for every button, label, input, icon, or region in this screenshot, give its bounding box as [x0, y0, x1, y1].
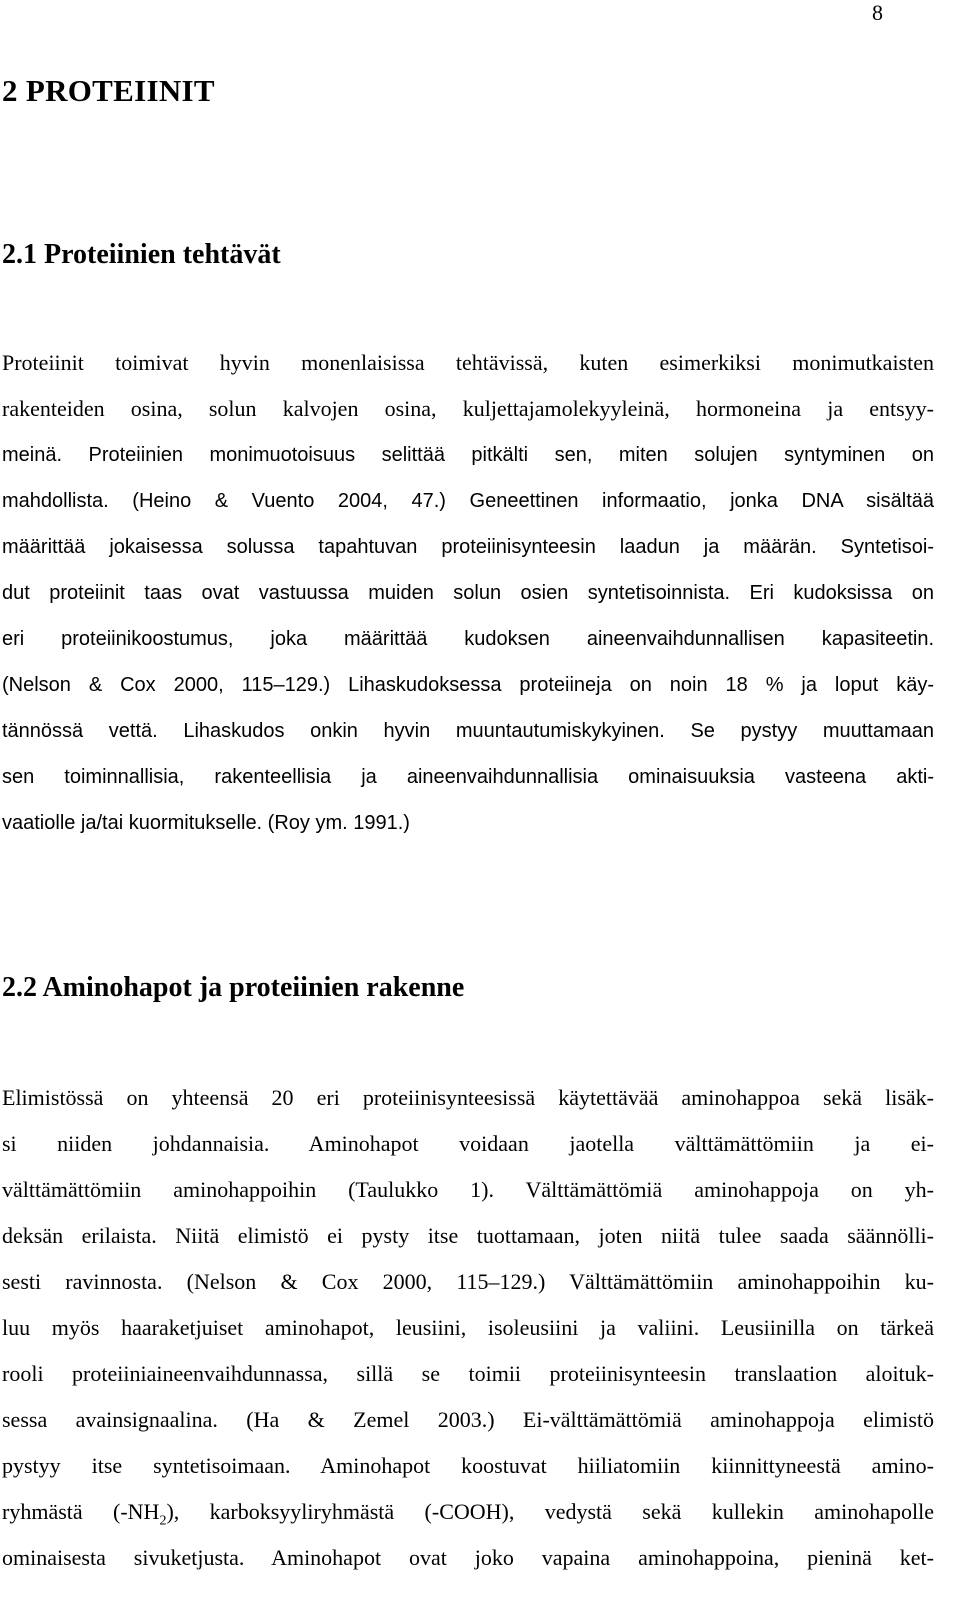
paragraph-line: pystyy itse syntetisoimaan. Aminohapot koostuvat hiiliatomiin kiinnittyneestä amino-: [2, 1453, 934, 1478]
paragraph-line: sen toiminnallisia, rakenteellisia ja aineenvaihdunnallisia ominaisuuksia vasteena akti-: [2, 766, 934, 788]
paragraph-line: välttämättömiin aminohappoihin (Taulukko 1). Välttämättömiä aminohappoja on yh-: [2, 1177, 934, 1202]
paragraph-line: tännössä vettä. Lihaskudos onkin hyvin muuntautumiskykyinen. Se pystyy muuttamaan: [2, 720, 934, 742]
paragraph-line: vaatiolle ja/tai kuormitukselle. (Roy ym. 1991.): [2, 812, 410, 834]
chapter-title: 2 PROTEIINIT: [2, 73, 215, 108]
paragraph-line: dut proteiinit taas ovat vastuussa muiden solun osien syntetisoinnista. Eri kudoksissa on: [2, 582, 934, 604]
paragraph-line: deksän erilaista. Niitä elimistö ei pysty itse tuottamaan, joten niitä tulee saada säännölli-: [2, 1223, 934, 1248]
paragraph-line: eri proteiinikoostumus, joka määrittää kudoksen aineenvaihdunnallisen kapasiteetin.: [2, 628, 934, 650]
paragraph-proteiinien-tehtavat: [2, 340, 934, 846]
subscript-2: 2: [159, 1513, 167, 1529]
paragraph-aminohapot: [2, 1075, 934, 1581]
paragraph-line: si niiden johdannaisia. Aminohapot voidaan jaotella välttämättömiin ja ei-: [2, 1131, 934, 1156]
paragraph-line: ominaisesta sivuketjusta. Aminohapot ovat joko vapaina aminohappoina, pieninä ket-: [2, 1545, 934, 1570]
paragraph-line: Proteiinit toimivat hyvin monenlaisissa tehtävissä, kuten esimerkiksi monimutkaisten: [2, 350, 934, 375]
page-number: 8: [872, 0, 883, 25]
paragraph-line: rakenteiden osina, solun kalvojen osina, kuljettajamolekyyleinä, hormoneina ja entsyy-: [2, 396, 934, 421]
paragraph-line: (Nelson & Cox 2000, 115–129.) Lihaskudoksessa proteiineja on noin 18 % ja loput käy-: [2, 674, 934, 696]
paragraph-line: rooli proteiiniaineenvaihdunnassa, sillä se toimii proteiinisynteesin translaation aloituk-: [2, 1361, 934, 1386]
paragraph-line: sesti ravinnosta. (Nelson & Cox 2000, 115–129.) Välttämättömiin aminohappoihin ku-: [2, 1269, 934, 1294]
paragraph-line: luu myös haaraketjuiset aminohapot, leusiini, isoleusiini ja valiini. Leusiinilla on tärkeä: [2, 1315, 934, 1340]
line-segment: ryhmästä (-NH: [2, 1499, 160, 1524]
paragraph-line-with-subscript: [2, 1489, 934, 1535]
paragraph-line: sessa avainsignaalina. (Ha & Zemel 2003.) Ei-välttämättömiä aminohappoja elimistö: [2, 1407, 934, 1432]
paragraph-line: Elimistössä on yhteensä 20 eri proteiinisynteesissä käytettävää aminohappoa sekä lisäk-: [2, 1085, 934, 1110]
section-title-2-1: 2.1 Proteiinien tehtävät: [2, 239, 281, 270]
paragraph-line: meinä. Proteiinien monimuotoisuus selittää pitkälti sen, miten solujen syntyminen on: [2, 444, 934, 466]
paragraph-line: määrittää jokaisessa solussa tapahtuvan proteiinisynteesin laadun ja määrän. Syntetisoi-: [2, 536, 934, 558]
paragraph-line: mahdollista. (Heino & Vuento 2004, 47.) Geneettinen informaatio, jonka DNA sisältää: [2, 490, 934, 512]
line-segment: ), karboksyyliryhmästä (-COOH), vedystä sekä kullekin aminohapolle: [166, 1499, 934, 1524]
section-title-2-2: 2.2 Aminohapot ja proteiinien rakenne: [2, 972, 465, 1003]
